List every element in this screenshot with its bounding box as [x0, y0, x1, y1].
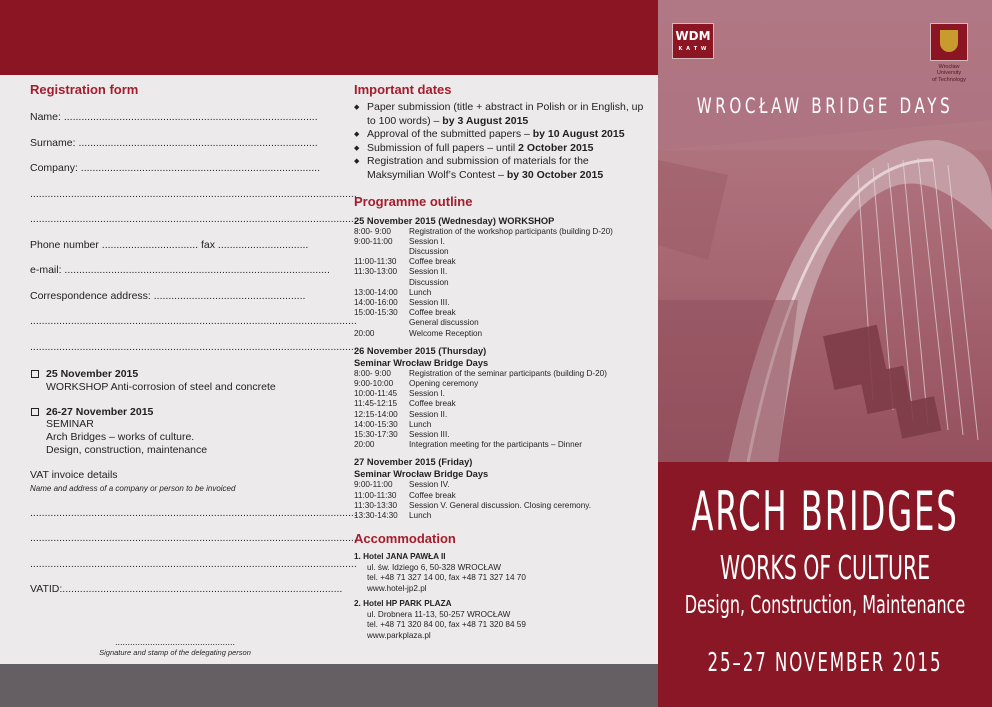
- bridge-photo: [658, 0, 992, 462]
- programme-day: [354, 345, 649, 451]
- schedule-row: [354, 318, 649, 328]
- schedule-time: 11:00-11:30: [354, 257, 397, 267]
- schedule-row: [354, 511, 649, 521]
- workshop-checkbox[interactable]: [31, 370, 39, 378]
- schedule-row: [354, 278, 649, 288]
- schedule-event: Welcome Reception: [409, 328, 483, 338]
- schedule-time: 20:00: [354, 440, 375, 450]
- date-deadline: 2 October 2015: [518, 141, 594, 154]
- schedule-time: 11:30-13:30: [354, 500, 398, 510]
- schedule-row: [354, 440, 649, 450]
- schedule-event: Coffee break: [409, 257, 456, 267]
- schedule-time: 8:00- 9:00: [354, 226, 391, 236]
- surname-field[interactable]: Surname: ..................................................................................: [30, 136, 318, 149]
- hotel-detail: ul. Drobnera 11-13, 50-257 WROCŁAW: [367, 609, 511, 619]
- schedule-row: [354, 501, 649, 511]
- schedule-row: [354, 369, 649, 379]
- tagline: Design, Construction, Maintenance: [684, 590, 966, 619]
- schedule-row: [354, 298, 649, 308]
- event-dates: 25–27 NOVEMBER 2015: [707, 648, 943, 678]
- schedule-time: 10:00-11:45: [354, 389, 398, 399]
- schedule-event: Session II.: [409, 409, 448, 419]
- schedule-event: Session II.: [409, 267, 448, 277]
- schedule-time: [354, 318, 409, 328]
- event-name: WROCŁAW BRIDGE DAYS: [696, 94, 954, 118]
- vat-line-1[interactable]: ................................................................................................................: [30, 506, 357, 519]
- date-deadline: by 30 October 2015: [506, 168, 604, 181]
- schedule-row: [354, 379, 649, 389]
- seminar-option-line: Design, construction, maintenance: [46, 443, 208, 456]
- date-deadline: by 10 August 2015: [532, 128, 625, 141]
- schedule-time: 13:30-14:30: [354, 511, 398, 521]
- schedule-row: [354, 227, 649, 237]
- signature-caption: Signature and stamp of the delegating person: [99, 647, 251, 657]
- schedule-event: General discussion: [409, 318, 479, 328]
- schedule-time: 11:45-12:15: [354, 399, 398, 409]
- programme-day: [354, 215, 649, 339]
- hotel-detail: tel. +48 71 327 14 00, fax +48 71 327 14 70: [367, 573, 526, 583]
- schedule-row: [354, 430, 649, 440]
- schedule-event: Coffee break: [409, 308, 456, 318]
- seminar-option-line: Arch Bridges – works of culture.: [46, 431, 195, 444]
- vat-subtitle: Name and address of a company or person to be invoiced: [30, 483, 236, 493]
- name-field[interactable]: Name: .......................................................................................: [30, 111, 318, 123]
- title-block: [658, 462, 992, 707]
- hotel-detail: www.hotel-jp2.pl: [367, 583, 427, 593]
- bottom-banner: [0, 664, 658, 707]
- vatid-field[interactable]: VATID:................................................................................................: [30, 583, 343, 596]
- schedule-event: Integration meeting for the participants – Dinner: [409, 440, 582, 450]
- day-heading: 25 November 2015 (Wednesday) WORKSHOP: [354, 215, 555, 226]
- vat-title: VAT invoice details: [30, 468, 118, 481]
- schedule-event: Session V. General discussion. Closing ceremony.: [409, 500, 592, 510]
- seminar-option[interactable]: [30, 406, 320, 457]
- company-line-2[interactable]: ................................................................................................................: [30, 187, 357, 200]
- schedule-row: [354, 410, 649, 420]
- schedule-event: Opening ceremony: [409, 379, 479, 388]
- hotel-name: 2. Hotel HP PARK PLAZA: [354, 599, 452, 609]
- schedule-row: [354, 247, 649, 257]
- main-title: ARCH BRIDGES: [691, 480, 959, 543]
- hotel-detail: ul. św. Idziego 6, 50-328 WROCŁAW: [367, 562, 501, 572]
- info-column: [354, 82, 649, 646]
- hotel-list: [354, 552, 649, 641]
- schedule-time: 14:00-16:00: [354, 297, 398, 307]
- programme-outline: [354, 215, 649, 522]
- hotel-detail: www.parkplaza.pl: [367, 630, 431, 640]
- day-heading: Seminar Wrocław Bridge Days: [354, 469, 489, 480]
- schedule-event: Coffee break: [409, 490, 456, 500]
- schedule-time: 13:00-14:00: [354, 287, 398, 297]
- workshop-option-title: 25 November 2015: [46, 368, 139, 380]
- company-field[interactable]: Company: ..................................................................................: [30, 162, 320, 174]
- schedule-event: Coffee break: [409, 399, 456, 409]
- accommodation-title: Accommodation: [354, 531, 456, 547]
- schedule-time: 14:00-15:30: [354, 419, 398, 429]
- date-item: ◆ Approval of the submitted papers – by 10 August 2015: [354, 128, 649, 142]
- programme-title: Programme outline: [354, 193, 473, 209]
- schedule-time: 9:00-11:00: [354, 236, 393, 246]
- schedule-row: [354, 329, 649, 339]
- university-crest-icon: [930, 23, 968, 61]
- phone-fax-field[interactable]: Phone number ................................. fax ...............................: [30, 238, 309, 251]
- hotel-detail: tel. +48 71 320 84 00, fax +48 71 320 84 59: [367, 620, 526, 630]
- schedule-row: [354, 480, 649, 490]
- schedule-time: [354, 247, 409, 257]
- schedule-row: [354, 288, 649, 298]
- registration-title: Registration form: [30, 82, 139, 97]
- schedule-event: Discussion: [409, 277, 449, 287]
- university-name: Wrocław University of Technology: [932, 64, 966, 83]
- workshop-option[interactable]: [30, 368, 320, 394]
- schedule-time: 9:00-11:00: [354, 480, 393, 490]
- hotel-entry: [354, 599, 649, 641]
- top-banner: [0, 0, 658, 75]
- date-item: ◆ Paper submission (title + abstract in Polish or in English, up to 100 words) – by 3 August 2015: [354, 101, 649, 128]
- schedule-event: Session IV.: [409, 480, 450, 490]
- address-field[interactable]: Correspondence address: ....................................................: [30, 289, 306, 302]
- schedule-row: [354, 420, 649, 430]
- schedule-event: Registration of the workshop participants (building D-20): [409, 226, 613, 236]
- cover-panel: [658, 0, 992, 707]
- schedule-row: [354, 257, 649, 267]
- schedule-row: [354, 389, 649, 399]
- schedule-time: 11:00-11:30: [354, 490, 397, 500]
- company-line-3[interactable]: ................................................................................................................: [30, 213, 357, 225]
- schedule-event: Session I.: [409, 236, 445, 246]
- schedule-time: 15:30-17:30: [354, 430, 398, 440]
- hotel-name: 1. Hotel JANA PAWŁA II: [354, 552, 446, 562]
- vat-line-2[interactable]: ................................................................................................................: [30, 532, 357, 545]
- seminar-checkbox[interactable]: [31, 408, 39, 416]
- schedule-time: 15:00-15:30: [354, 308, 398, 318]
- schedule-event: Session III.: [409, 297, 450, 307]
- schedule-event: Session III.: [409, 430, 450, 440]
- hotel-entry: [354, 552, 649, 594]
- dates-title: Important dates: [354, 82, 452, 97]
- date-item: ◆ Registration and submission of materials for the Maksymilian Wolf’s Contest – by 30 October 2015: [354, 155, 649, 182]
- schedule-event: Session I.: [409, 389, 445, 399]
- wdm-logo: WDM K A T W: [672, 23, 714, 59]
- schedule-time: 12:15-14:00: [354, 409, 398, 419]
- seminar-option-line: SEMINAR: [46, 418, 94, 431]
- programme-day: [354, 456, 649, 521]
- schedule-row: [354, 491, 649, 501]
- schedule-row: [354, 237, 649, 247]
- schedule-event: Lunch: [409, 511, 432, 521]
- schedule-event: Lunch: [409, 419, 432, 429]
- day-heading: 27 November 2015 (Friday): [354, 457, 473, 468]
- date-deadline: by 3 August 2015: [442, 114, 529, 127]
- date-item: ◆ Submission of full papers – until 2 October 2015: [354, 142, 649, 156]
- email-field[interactable]: e-mail: ...........................................................................................: [30, 264, 330, 276]
- address-line-3[interactable]: ................................................................................................................: [30, 340, 357, 353]
- schedule-time: 11:30-13:00: [354, 267, 398, 277]
- schedule-event: Lunch: [409, 287, 432, 297]
- subtitle: WORKS OF CULTURE: [719, 548, 931, 587]
- schedule-time: 8:00- 9:00: [354, 368, 391, 378]
- address-line-2[interactable]: ................................................................................................................: [30, 315, 357, 327]
- schedule-row: [354, 308, 649, 318]
- day-heading: 26 November 2015 (Thursday): [354, 345, 487, 356]
- schedule-event: Registration of the seminar participants (building D-20): [409, 368, 607, 378]
- registration-form: [30, 82, 357, 657]
- vat-line-3[interactable]: ................................................................................................................: [30, 557, 357, 570]
- schedule-row: [354, 399, 649, 409]
- workshop-option-desc: WORKSHOP Anti-corrosion of steel and concrete: [46, 380, 276, 393]
- seminar-option-title: 26-27 November 2015: [46, 405, 154, 418]
- schedule-time: 20:00: [354, 328, 375, 338]
- schedule-time: 9:00-10:00: [354, 379, 394, 388]
- signature-line[interactable]: ................................................: [114, 636, 236, 647]
- schedule-row: [354, 267, 649, 277]
- dates-list: [354, 101, 649, 183]
- day-heading: Seminar Wrocław Bridge Days: [354, 357, 489, 368]
- schedule-event: Discussion: [409, 246, 449, 256]
- schedule-time: [354, 278, 409, 288]
